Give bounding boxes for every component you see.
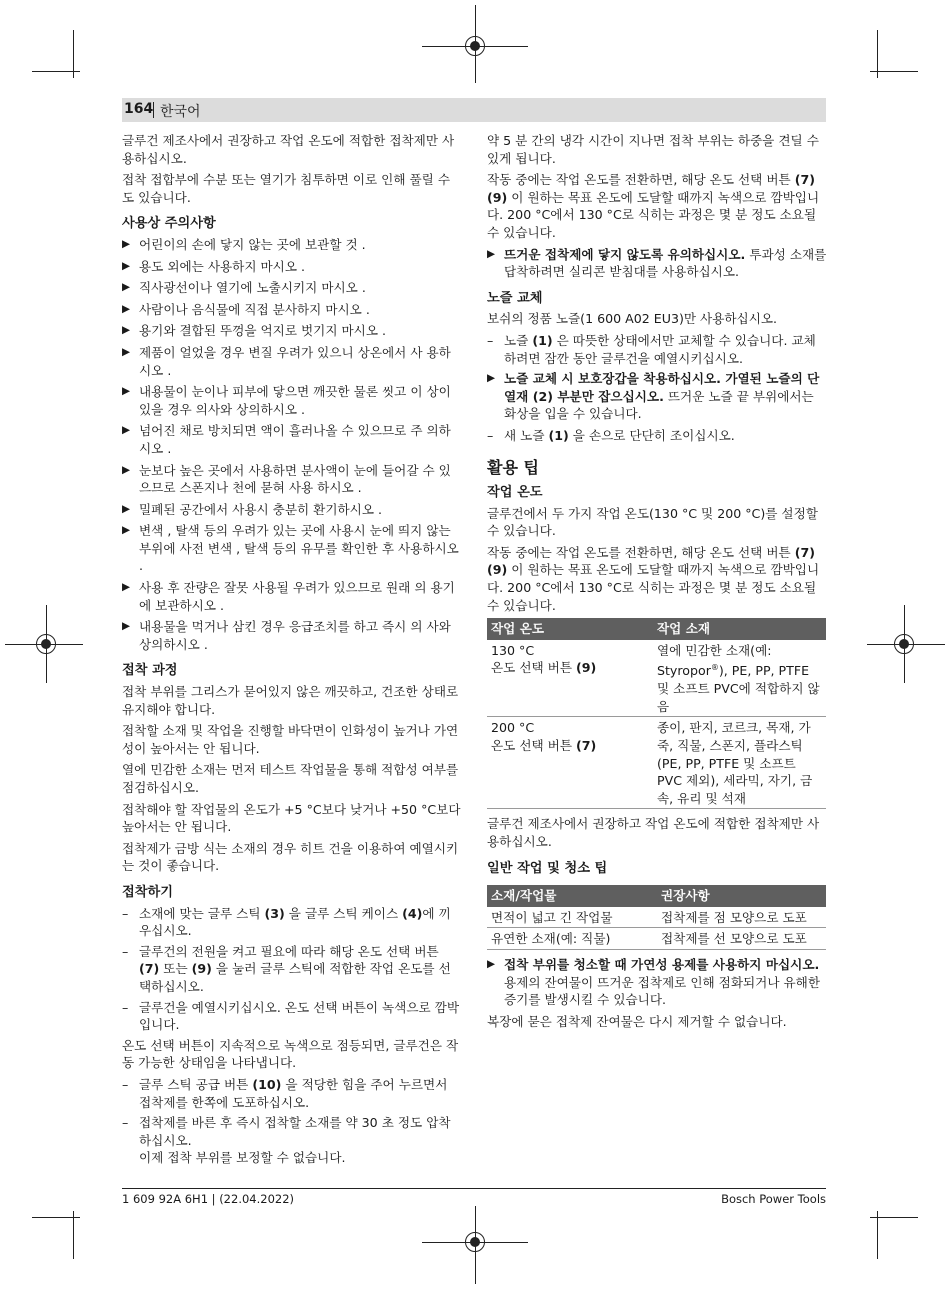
registration-mark-icon xyxy=(465,1232,485,1252)
list-item: ▶ 어린이의 손에 닿지 않는 곳에 보관할 것 . xyxy=(122,236,462,254)
gluing-step: – 소재에 맞는 글루 스틱 (3) 을 글루 스틱 케이스 (4)에 끼우십시오. xyxy=(122,905,462,940)
page-number: 164 xyxy=(124,101,154,117)
registration-mark-icon xyxy=(36,634,56,654)
cooling-paragraph: 약 5 분 간의 냉각 시간이 지나면 접착 부위는 하중을 견딜 수 있게 됩니다. xyxy=(487,133,819,166)
gluing-step: – 접착제를 바른 후 즉시 접착할 소재를 약 30 초 정도 압착하십시오. xyxy=(122,1114,462,1149)
table-cell: 200 °C 온도 선택 버튼 (7) xyxy=(487,717,653,809)
table-row xyxy=(487,907,826,928)
table-row xyxy=(487,717,826,809)
page-header xyxy=(122,98,826,122)
intro-paragraph: 글루건 제조사에서 권장하고 작업 온도에 적합한 접착제만 사용하십시오. xyxy=(122,133,455,166)
worktemp-paragraph: 작동 중에는 작업 온도를 전환하면, 해당 온도 선택 버튼 (7) (9) 이 원하는 목표 온도에 도달할 때까지 녹색으로 깜박입니다. 200 °C에서 130 °C로 식히는 과정은 몇 분 정도 소요될 수 있습니다. xyxy=(487,544,820,613)
intro-paragraph: 접착 접합부에 수분 또는 열기가 침투하면 이로 인해 풀릴 수도 있습니다. xyxy=(122,172,451,205)
list-item: ▶ 용도 외에는 사용하지 마시오 . xyxy=(122,258,462,276)
table-note: 글루건 제조사에서 권장하고 작업 온도에 적합한 접착제만 사용하십시오. xyxy=(487,816,820,849)
process-paragraph: 접착해야 할 작업물의 온도가 +5 °C보다 낮거나 +50 °C보다 높아서는 안 됩니다. xyxy=(122,801,461,835)
gluing-paragraph: 온도 선택 버튼이 지속적으로 녹색으로 점등되면, 글루건은 작동 가능한 상태임을 나타냅니다. xyxy=(122,1037,459,1071)
footer-divider xyxy=(122,1188,826,1189)
nozzle-paragraph: 보쉬의 정품 노즐(1 600 A02 EU3)만 사용하십시오. xyxy=(487,311,778,327)
table-cell: 종이, 판지, 코르크, 목재, 가죽, 직물, 스폰지, 플라스틱(PE, PP, PTFE 및 소프트 PVC 제외), 세라믹, 자기, 금속, 유리 및 석재 xyxy=(653,717,826,809)
section-heading-tips: 활용 팁 xyxy=(487,457,539,477)
table-header: 작업 온도 xyxy=(487,618,653,640)
left-column xyxy=(122,132,462,1170)
list-item: ▶ 사용 후 잔량은 잘못 사용될 우려가 있으므로 원래 의 용기에 보관하시오 . xyxy=(122,579,462,614)
nozzle-step: – 노즐 (1) 은 따뜻한 상태에서만 교체할 수 있습니다. 교체하려면 잠깐 동안 글루건을 예열시키십시오. xyxy=(487,332,827,367)
process-paragraph: 접착제가 금방 식는 소재의 경우 히트 건을 이용하여 예열시키는 것이 좋습니다. xyxy=(122,840,459,874)
section-heading-gluing: 접착하기 xyxy=(122,884,173,900)
table-cell: 면적이 넓고 긴 작업물 xyxy=(487,907,657,928)
language-label: 한국어 xyxy=(160,104,201,120)
list-item: ▶ 내용물을 먹거나 삼킨 경우 응급조치를 하고 즉시 의 사와 상의하시오 . xyxy=(122,618,462,653)
list-item: ▶ 제품이 얼었을 경우 변질 우려가 있으니 상온에서 사 용하시오 . xyxy=(122,344,462,379)
crop-mark xyxy=(32,1217,80,1218)
section-heading-nozzle: 노즐 교체 xyxy=(487,290,543,306)
process-paragraph: 열에 민감한 소재는 먼저 테스트 작업물을 통해 적합성 여부를 점검하십시오. xyxy=(122,762,459,795)
table-cell: 접착제를 선 모양으로 도포 xyxy=(657,928,826,950)
list-item: ▶ 넘어진 채로 방치되면 액이 흘러나올 수 있으므로 주 의하시오 . xyxy=(122,422,462,457)
list-item: ▶ 변색 , 탈색 등의 우려가 있는 곳에 사용시 눈에 띄지 않는 부위에 사전 변색 , 탈색 등의 유무를 확인한 후 사용하시오 . xyxy=(122,522,462,575)
residue-paragraph: 복장에 묻은 접착제 잔여물은 다시 제거할 수 없습니다. xyxy=(487,1013,787,1029)
registration-mark-icon xyxy=(465,36,485,56)
table-header: 소재/작업물 xyxy=(487,885,657,907)
header-divider xyxy=(153,102,154,118)
crop-mark xyxy=(73,1211,74,1259)
nozzle-step: – 새 노즐 (1) 을 손으로 단단히 조이십시오. xyxy=(487,427,827,445)
worktemp-paragraph: 글루건에서 두 가지 작업 온도(130 °C 및 200 °C)를 설정할 수 있습니다. xyxy=(487,505,818,539)
subheading-work-temperature: 작업 온도 xyxy=(487,485,543,501)
switch-paragraph: 작동 중에는 작업 온도를 전환하면, 해당 온도 선택 버튼 (7) (9) 이 원하는 목표 온도에 도달할 때까지 녹색으로 깜박입니다. 200 °C에서 130 °C로 식히는 과정은 몇 분 정도 소요될 수 있습니다. xyxy=(487,172,820,240)
table-cell: 유연한 소재(예: 직물) xyxy=(487,928,657,950)
section-heading-precautions: 사용상 주의사항 xyxy=(122,216,216,232)
section-heading-process: 접착 과정 xyxy=(122,663,178,679)
crop-mark xyxy=(870,1217,918,1218)
list-item: ▶ 눈보다 높은 곳에서 사용하면 분사액이 눈에 들어갈 수 있으므로 스폰지나 천에 묻혀 사용 하시오 . xyxy=(122,462,462,497)
table-header: 작업 소재 xyxy=(653,618,826,640)
right-column xyxy=(487,132,827,1034)
table-row xyxy=(487,640,826,717)
process-paragraph: 접착 부위를 그리스가 묻어있지 않은 깨끗하고, 건조한 상태로 유지해야 합니다. xyxy=(122,684,459,717)
gluing-note: 이제 접착 부위를 보정할 수 없습니다. xyxy=(139,1150,346,1166)
table-cell: 130 °C 온도 선택 버튼 (9) xyxy=(487,640,653,717)
list-item: ▶ 사람이나 음식물에 직접 분사하지 마시오 . xyxy=(122,301,462,319)
table-header: 권장사항 xyxy=(657,885,826,907)
process-paragraph: 접착할 소재 및 작업을 진행할 바닥면이 인화성이 높거나 가연성이 높아서는 안 됩니다. xyxy=(122,723,459,756)
hot-glue-warning: ▶ 뜨거운 접착제에 닿지 않도록 유의하십시오. 투과성 소재를 답착하려면 실리콘 받침대를 사용하십시오. xyxy=(487,246,827,281)
nozzle-warning: ▶ 노즐 교체 시 보호장갑을 착용하십시오. 가열된 노즐의 단열재 (2) 부분만 잡으십시오. 뜨거운 노즐 끝 부위에서는 화상을 입을 수 있습니다. xyxy=(487,370,827,423)
temperature-table xyxy=(487,618,826,809)
crop-mark xyxy=(877,1211,878,1259)
gluing-step: – 글루건을 예열시키십시오. 온도 선택 버튼이 녹색으로 깜박입니다. xyxy=(122,999,462,1034)
registration-mark-icon xyxy=(894,634,914,654)
crop-mark xyxy=(32,71,80,72)
crop-mark xyxy=(870,71,918,72)
footer-doc-code: 1 609 92A 6H1 | (22.04.2022) xyxy=(122,1192,295,1206)
cleaning-table xyxy=(487,885,826,950)
gluing-step: – 글루건의 전원을 켜고 필요에 따라 해당 온도 선택 버튼 (7) 또는 (9) 을 눌러 글루 스틱에 적합한 작업 온도를 선택하십시오. xyxy=(122,943,462,996)
precautions-list xyxy=(122,236,462,653)
table-cell: 접착제를 점 모양으로 도포 xyxy=(657,907,826,928)
table-header-row xyxy=(487,885,826,907)
list-item: ▶ 직사광선이나 열기에 노출시키지 마시오 . xyxy=(122,279,462,297)
footer-brand: Bosch Power Tools xyxy=(721,1192,826,1206)
table-header-row xyxy=(487,618,826,640)
list-item: ▶ 내용물이 눈이나 피부에 닿으면 깨끗한 물론 씻고 이 상이 있을 경우 의사와 상의하시오 . xyxy=(122,383,462,418)
list-item: ▶ 용기와 결합된 뚜껑을 억지로 벗기지 마시오 . xyxy=(122,322,462,340)
section-heading-cleaning: 일반 작업 및 청소 팁 xyxy=(487,860,608,876)
table-row xyxy=(487,928,826,950)
list-item: ▶ 밀폐된 공간에서 사용시 충분히 환기하시오 . xyxy=(122,501,462,519)
gluing-step: – 글루 스틱 공급 버튼 (10) 을 적당한 힘을 주어 누르면서 접착제를 한쪽에 도포하십시오. xyxy=(122,1076,462,1111)
table-cell: 열에 민감한 소재(예: Styropor®), PE, PP, PTFE 및 소프트 PVC에 적합하지 않음 xyxy=(653,640,826,717)
solvent-warning: ▶ 접착 부위를 청소할 때 가연성 용제를 사용하지 마십시오. 용제의 잔여물이 뜨거운 접착제로 인해 점화되거나 유해한 증기를 발생시킬 수 있습니다. xyxy=(487,956,827,1009)
